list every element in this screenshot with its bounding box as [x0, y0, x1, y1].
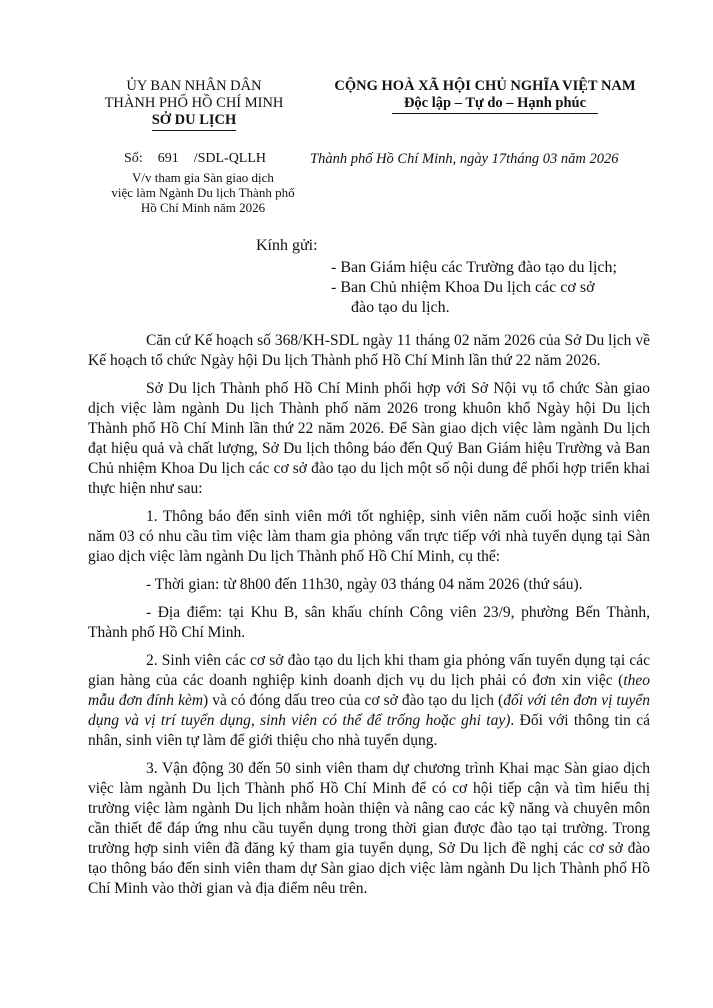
issuing-agency	[78, 78, 310, 131]
salutation: Kính gửi:	[256, 237, 318, 254]
item-2-text-c: . Đối với thông tin cá nhân, sinh viên tự làm để giới thiệu cho nhà tuyển dụng.	[88, 712, 651, 749]
national-motto: Độc lập – Tự do – Hạnh phúc	[392, 95, 598, 114]
paragraph-location: - Địa điểm: tại Khu B, sân khấu chính Công viên 23/9, phường Bến Thành, Thành phố Hồ Chí Minh.	[88, 604, 650, 641]
recipient-2: - Ban Chủ nhiệm Khoa Du lịch các cơ sở	[331, 279, 595, 296]
agency-name: SỞ DU LỊCH	[152, 112, 237, 131]
item-2-italic-a: theo mẫu đơn đính kèm	[88, 672, 650, 709]
paragraph-item-2	[88, 651, 650, 751]
national-name: CỘNG HOÀ XÃ HỘI CHỦ NGHĨA VIỆT NAM	[334, 78, 636, 94]
document-number	[124, 151, 266, 167]
doc-number-suffix: /SDL-QLLH	[193, 151, 267, 166]
item-2-text-a: 2. Sinh viên các cơ sở đào tạo du lịch khi tham gia phỏng vấn tuyển dụng tại các gian hàng của các doanh nghiệp kinh doanh dịch vụ du lịch phải có đơn xin việc (	[88, 652, 650, 689]
document-body	[88, 331, 650, 907]
subject-line-1: V/v tham gia Sàn giao dịch	[132, 170, 274, 185]
paragraph-time: - Thời gian: từ 8h00 đến 11h30, ngày 03 tháng 04 năm 2026 (thứ sáu).	[146, 576, 583, 593]
doc-number-prefix: Số:	[124, 151, 143, 166]
paragraph-item-1: 1. Thông báo đến sinh viên mới tốt nghiệp, sinh viên năm cuối hoặc sinh viên năm 03 có nhu cầu tìm việc làm tham gia phỏng vấn trực tiếp với nhà tuyển dụng tại Sàn giao dịch việc làm ngành Du lịch Thành phố Hồ Chí Minh, cụ thể:	[88, 508, 650, 565]
subject-line-2: việc làm Ngành Du lịch Thành phố	[111, 185, 295, 200]
agency-line-2: THÀNH PHỐ HỒ CHÍ MINH	[104, 95, 284, 111]
recipients-list	[331, 258, 651, 318]
item-2-text-b: ) và có đóng dấu treo của cơ sở đào tạo du lịch (	[203, 692, 504, 709]
subject-line-3: Hồ Chí Minh năm 2026	[140, 200, 266, 215]
item-2-italic-b: đối với tên đơn vị tuyển dụng và vị trí tuyển dụng, sinh viên có thể để trống hoặc ghi tay)	[88, 692, 650, 729]
paragraph-intro: Sở Du lịch Thành phố Hồ Chí Minh phối hợp với Sở Nội vụ tổ chức Sàn giao dịch việc làm ngành Du lịch Thành phố năm 2026 trong khuôn khổ Ngày hội Du lịch Thành phố Hồ Chí Minh lần thứ 22 năm 2026. Để Sàn giao dịch việc làm ngành Du lịch đạt hiệu quả và chất lượng, Sở Du lịch thông báo đến Quý Ban Giám hiệu Trường và Ban Chủ nhiệm Khoa Du lịch các cơ sở đào tạo du lịch một số nội dung để phối hợp triển khai thực hiện như sau:	[88, 380, 650, 497]
recipient-2-cont: đào tạo du lịch.	[351, 299, 450, 316]
date-line: Thành phố Hồ Chí Minh, ngày 17tháng 03 năm 2026	[310, 151, 619, 167]
paragraph-item-3: 3. Vận động 30 đến 50 sinh viên tham dự chương trình Khai mạc Sàn giao dịch việc làm ngành Du lịch Thành phố Hồ Chí Minh để có cơ hội tiếp cận và tìm hiểu thị trường việc làm ngành Du lịch nhằm hoàn thiện và nâng cao các kỹ năng và chuyên môn cần thiết để đáp ứng nhu cầu tuyển dụng trong thời gian được đào tạo tại trường. Trong trường hợp sinh viên đã đăng ký tham gia tuyển dụng, Sở Du lịch đề nghị các cơ sở đào tạo thông báo đến sinh viên tham dự Sàn giao dịch việc làm ngành Du lịch Thành phố Hồ Chí Minh vào thời gian và địa điểm nêu trên.	[88, 760, 650, 897]
paragraph-basis: Căn cứ Kế hoạch số 368/KH-SDL ngày 11 tháng 02 năm 2026 của Sở Du lịch về Kế hoạch tổ chức Ngày hội Du lịch Thành phố Hồ Chí Minh lần thứ 22 năm 2026.	[88, 332, 650, 369]
doc-number-value: 691	[157, 151, 179, 166]
agency-line-1: ỦY BAN NHÂN DÂN	[126, 78, 262, 94]
recipient-1: - Ban Giám hiệu các Trường đào tạo du lịch;	[331, 259, 617, 276]
national-title	[315, 78, 655, 114]
subject-block	[96, 170, 310, 215]
